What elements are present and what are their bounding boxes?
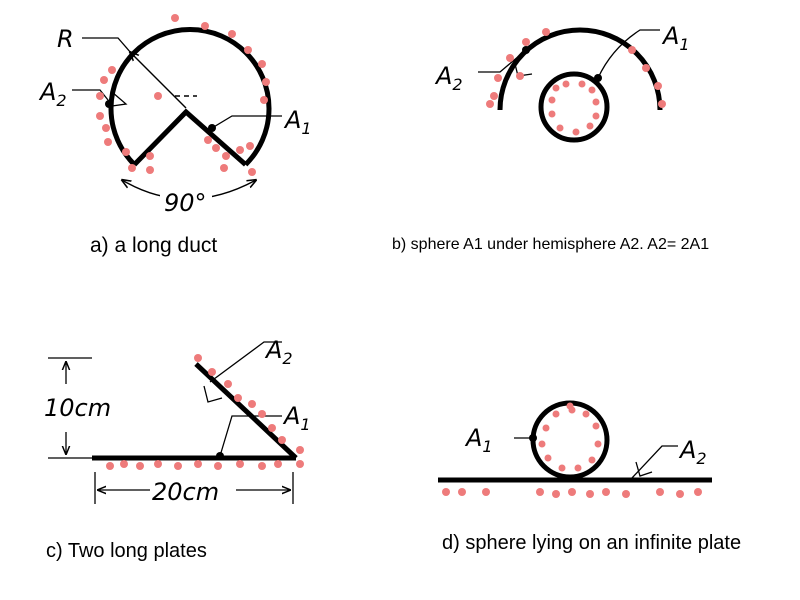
label-r: R xyxy=(57,25,74,53)
a1-leader xyxy=(212,116,282,128)
d-label-a1: $A_1$ xyxy=(466,424,493,456)
label-dim-width: 20cm xyxy=(152,478,220,506)
caption-d: d) sphere lying on an infinite plate xyxy=(442,532,742,554)
panel-a-duct xyxy=(38,14,312,217)
label-a2: $A_2$ xyxy=(40,78,67,110)
caption-b: b) sphere A1 under hemisphere A2. A2= 2A1 xyxy=(392,236,710,253)
label-a1: $A_1$ xyxy=(285,106,312,138)
panel-d-sphere-plate xyxy=(438,403,712,499)
a1-point xyxy=(208,124,216,132)
plate-a2-inclined xyxy=(196,364,296,458)
caption-c: c) Two long plates xyxy=(46,540,207,562)
a2-angle-mark xyxy=(112,92,126,106)
panel-b-sphere-hemisphere xyxy=(434,22,690,140)
c-label-a2: $A_2$ xyxy=(266,336,293,368)
panel-c-plates xyxy=(44,336,311,506)
b-label-a1: $A_1$ xyxy=(663,22,690,54)
c-a1-point xyxy=(216,452,224,460)
b-a1-point xyxy=(594,74,602,82)
label-dim-height: 10cm xyxy=(44,394,112,422)
d-a2-angle-mark xyxy=(636,462,652,476)
b-label-a2: $A_2$ xyxy=(436,62,463,94)
sphere-b-dots xyxy=(549,81,600,136)
duct-surface-dots xyxy=(96,14,270,176)
d-a1-point xyxy=(529,434,537,442)
caption-a: a) a long duct xyxy=(90,234,218,257)
r-leader xyxy=(82,38,131,53)
plate-d-dots xyxy=(442,488,702,498)
c-label-a1: $A_1$ xyxy=(284,402,311,434)
a2-point xyxy=(105,100,113,108)
label-angle: 90° xyxy=(164,189,207,217)
d-label-a2: $A_2$ xyxy=(680,436,707,468)
sphere-d-a1 xyxy=(533,403,607,477)
b-a2-point xyxy=(522,46,530,54)
